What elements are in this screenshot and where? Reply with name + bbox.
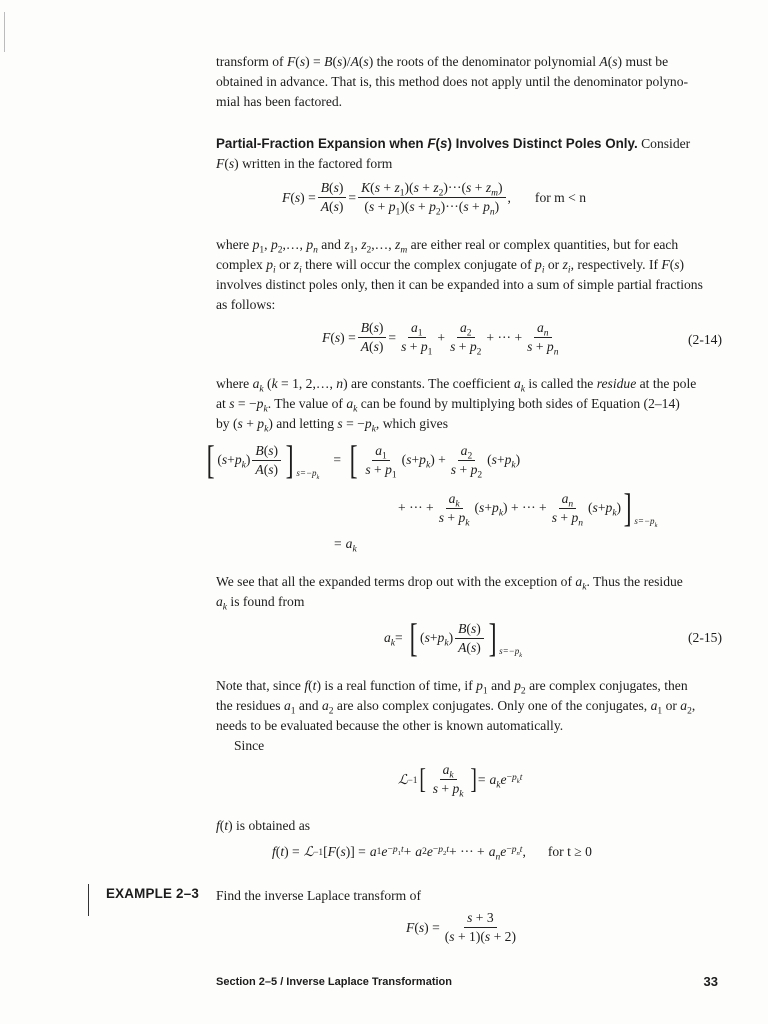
example-function-equation: F ( s ) = $\frac{s + 3}{(s + 1)(s + 2)}$ <box>406 910 516 944</box>
residue-line1-a: where <box>216 376 253 391</box>
example-text: Find the inverse Laplace transform of <box>216 888 421 903</box>
intro-line3: mial has been factored. <box>216 94 343 109</box>
residue-line1-c: is called the <box>524 376 597 391</box>
conj-line2-c: are also complex conjugates. Only one of the conjugates, <box>333 698 651 713</box>
poles-line1-b: and <box>317 237 345 252</box>
equation-number-2-15: (2-15) <box>688 630 722 645</box>
heading-consider: Consider <box>637 136 691 151</box>
factored-intro: written in the factored form <box>238 156 393 171</box>
intro-line2: obtained in advance. That is, this method does not apply until the denominator polyno- <box>216 74 689 89</box>
residue-line2-c: can be found by multiplying both sides of Equation (2–14) <box>357 396 680 411</box>
poles-line2-c: , respectively. If <box>570 257 662 272</box>
equation-2-14: F ( s ) = $\frac{B(s)}{A(s)}$ = $\frac{a_1}{s + p_1}$ + $\frac{a_2}{s + p_2}$ + ··· + $\frac{a_n}{s + p_n}$ <box>322 320 559 358</box>
poles-line3: involves distinct poles only, then it can be expanded into a sum of simple partial fractions <box>216 277 703 292</box>
ft-result-equation: f ( t ) = ℒ −1 [ F ( s )] = a 1 e $-p_1t$ + a 2 e $-p_2t$ + ··· + $a_ne$ $-p_nt$ , for t ≥ 0 <box>272 844 592 863</box>
intro-paragraph: transform of F(s) = B(s)/A(s) the roots of the denominator polynomial A(s) must be obtained in advance. That is, this method does not apply until the denominator polyno- mial has been factored. <box>216 52 716 112</box>
expansion-equation-result: = $a_k$ <box>334 536 357 555</box>
example-label: EXAMPLE 2–3 <box>106 886 199 901</box>
conj-line1-c: and <box>487 678 515 693</box>
ft-condition: for t ≥ 0 <box>547 844 592 859</box>
intro-line1-a: transform of <box>216 54 287 69</box>
conj-line1-a: Note that, since <box>216 678 305 693</box>
scan-edge-mark <box>4 12 5 52</box>
drop-line1-a: We see that all the expanded terms drop out with the exception of <box>216 574 576 589</box>
intro-line1-b: the roots of the denominator polynomial <box>373 54 600 69</box>
poles-line4: as follows: <box>216 297 276 312</box>
expansion-equation-line2: + ··· + $\frac{a_k}{s + p_k}$ ( s + $p_k$ ) + ··· + $\frac{a_n}{s + p_n}$ ( s + $p_k$ ) ] $s=-p_k$ <box>398 485 658 530</box>
poles-line1-a: where <box>216 237 253 252</box>
residue-line3-c: , which gives <box>375 416 449 431</box>
ft-obtained-label: is obtained as <box>232 818 311 833</box>
drop-line2: is found from <box>227 594 305 609</box>
conj-line2-b: and <box>295 698 322 713</box>
poles-line1-c: are either real or complex quantities, but for each <box>407 237 679 252</box>
inverse-laplace-term-equation: ℒ −1 [ $\frac{a_k}{s + p_k}$ ] = $a_ke$ $-p_kt$ <box>398 762 523 800</box>
drop-line1-b: . Thus the residue <box>586 574 683 589</box>
ft-obtained-text: f(t) is obtained as <box>216 818 311 833</box>
factored-form-equation: F ( s ) = $\frac{B(s)}{A(s)}$ = $\frac{K(s + z_1)(s + z_2)\cdot\cdot\cdot(s + z_m)}{(s + p_1)(s + p_2)\cdot\cdot\cdot(s + p_n)}$ , for m < n <box>282 180 587 218</box>
footer-page-number: 33 <box>703 974 718 989</box>
equation-2-15: $a_k$ = [ ( s + $p_k$ ) $\frac{B(s)}{A(s)}$ ] $s=-p_k$ <box>384 615 523 660</box>
poles-line2-b: there will occur the complex conjugate of <box>301 257 536 272</box>
section-heading: Partial-Fraction Expansion when F(s) Involves Distinct Poles Only. Consider F(s) written in the factored form <box>216 136 691 171</box>
residue-term: residue <box>596 376 637 391</box>
heading-text-a: Partial-Fraction Expansion when <box>216 136 428 151</box>
residue-line2-a: at <box>216 396 230 411</box>
conj-line3: needs to be evaluated because the other is known automatically. <box>216 718 564 733</box>
conjugate-paragraph: Note that, since f(t) is a real function of time, if $p_1$ and $p_2$ are complex conjugates, then the residues $a_1$ and $a_2$ are also complex conjugates. Only one of the conjugates, $a_1$ or $a_2$, needs to be evaluated because the other is known automatically. Since <box>216 676 716 756</box>
residue-line2-b: . The value of <box>267 396 347 411</box>
expansion-equation-line1: [ ( s + $p_k$ ) $\frac{B(s)}{A(s)}$ ] $s=-p_k$ = [ $\frac{a_1}{s + p_1}$ ( s + $p_k$ ) + $\frac{a_2}{s + p_2}$ ( s + $p_k$ ) <box>206 437 521 482</box>
conj-line1-d: are complex conjugates, then <box>525 678 688 693</box>
conj-line2-d: or <box>662 698 681 713</box>
residue-line3-a: by <box>216 416 233 431</box>
intro-line1-c: must be <box>622 54 669 69</box>
conj-line1-b: is a real function of time, if <box>320 678 477 693</box>
poles-line2-a: complex <box>216 257 267 272</box>
condition-m-less-n: for m < n <box>534 189 587 205</box>
footer-section-title: Section 2–5 / Inverse Laplace Transformation <box>216 976 452 988</box>
residue-line1-b: are constants. The coefficient <box>347 376 514 391</box>
example-margin-bar <box>88 884 89 916</box>
since-word: Since <box>234 738 265 753</box>
heading-text-b: Involves Distinct Poles Only. <box>451 136 638 151</box>
conj-line2-a: the residues <box>216 698 284 713</box>
drop-paragraph: We see that all the expanded terms drop out with the exception of $a_k$. Thus the residue $a_k$ is found from <box>216 574 683 613</box>
poles-paragraph: where $p_1$, $p_2,\dots$, $p_n$ and $z_1$, $z_2,\dots$, $z_m$ are either real or complex quantities, but for each complex $p_i$ or $z_i$ there will occur the complex conjugate of $p_i$ or $z_i$, respectively. If F(s) involves distinct poles only, then it can be expanded into a sum of simple partial fractions as follows: <box>216 235 716 315</box>
equation-number-2-14: (2-14) <box>688 332 722 347</box>
residue-line3-b: and letting <box>272 416 338 431</box>
residue-paragraph: where $a_k$ (k = 1, 2,…, n) are constants. The coefficient $a_k$ is called the residue at the pole at $s = -p_k$. The value of $a_k$ can be found by multiplying both sides of Equation (2–14) by $(s + p_k)$ and letting $s = -p_k$, which gives <box>216 376 697 435</box>
residue-line1-d: at the pole <box>636 376 697 391</box>
